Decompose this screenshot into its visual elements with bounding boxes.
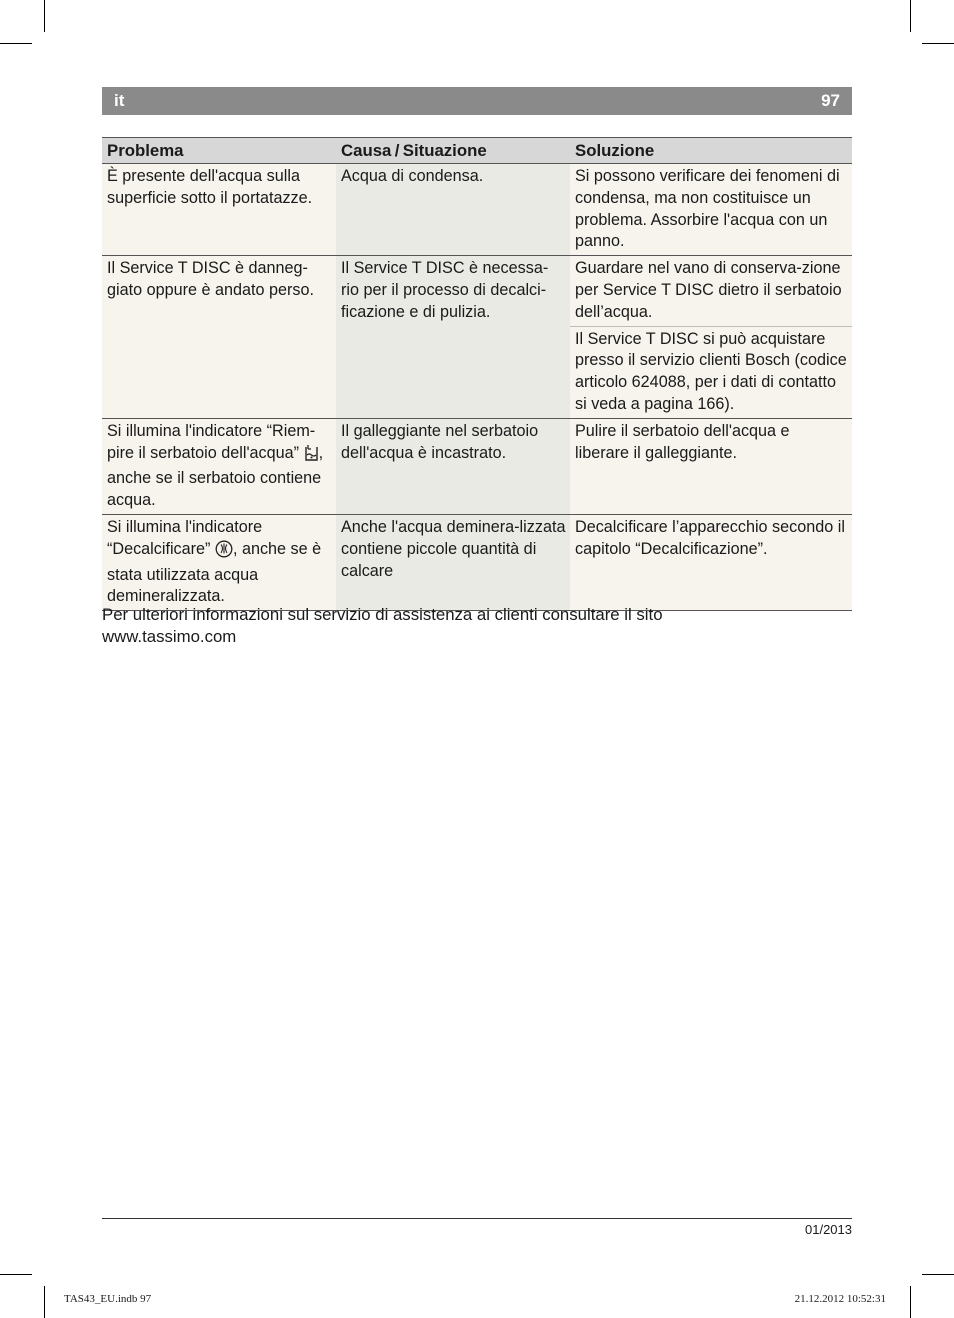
cause-cell: Il galleggiante nel serbatoio dell'acqua è incastrato.: [336, 418, 570, 514]
problem-cell: [102, 418, 336, 514]
solution-cell: Pulire il serbatoio dell'acqua e liberare il galleggiante.: [570, 418, 852, 514]
crop-mark: [0, 1274, 32, 1275]
solution-cell: Si possono verificare dei fenomeni di condensa, ma non costituisce un problema. Assorbire l'acqua con un panno.: [570, 164, 852, 256]
footer-divider: [102, 1218, 852, 1219]
problem-text: , anche se è stata utilizzata acqua demineralizzata.: [107, 539, 322, 606]
service-info-note: Per ulteriori informazioni sul servizio di assistenza ai clienti consultare il sito www.tassimo.com: [102, 605, 663, 646]
problem-cell: Il Service T DISC è danneg-giato oppure è andato perso.: [102, 256, 336, 419]
crop-mark: [910, 1286, 911, 1318]
column-header-problem: Problema: [102, 138, 336, 164]
page-number: 97: [821, 91, 840, 110]
cause-cell: Il Service T DISC è necessa-rio per il processo di decalci-ficazione e di pulizia.: [336, 256, 570, 419]
cause-cell: Acqua di condensa.: [336, 164, 570, 256]
problem-cell: È presente dell'acqua sulla superficie sotto il portatazze.: [102, 164, 336, 256]
crop-mark: [910, 0, 911, 32]
problem-cell: [102, 514, 336, 610]
crop-mark: [922, 1274, 954, 1275]
table-row: [102, 514, 852, 610]
column-header-solution: Soluzione: [570, 138, 852, 164]
footer-date: 01/2013: [805, 1222, 852, 1237]
table-row: [102, 256, 852, 326]
solution-cell: Il Service T DISC si può acquistare presso il servizio clienti Bosch (codice articolo 624088, per i dati di contatto si veda a pagina 166).: [570, 326, 852, 418]
problem-text: Si illumina l'indicatore “Decalcificare”: [107, 517, 263, 558]
crop-mark: [44, 0, 45, 32]
descale-icon: [215, 540, 233, 565]
language-code: it: [114, 91, 125, 110]
troubleshooting-table: [102, 137, 852, 611]
print-slug-file: TAS43_EU.indb 97: [64, 1293, 152, 1305]
table-row: [102, 418, 852, 514]
problem-text: , anche se il serbatoio contiene acqua.: [107, 443, 324, 510]
cause-cell: Anche l'acqua deminera-lizzata contiene piccole quantità di calcare: [336, 514, 570, 610]
page-header: [102, 87, 852, 115]
table-row: [102, 164, 852, 256]
crop-mark: [922, 43, 954, 44]
solution-cell: Decalcificare l’apparecchio secondo il capitolo “Decalcificazione”.: [570, 514, 852, 610]
table-header-row: [102, 138, 852, 164]
crop-mark: [0, 43, 32, 44]
solution-cell: Guardare nel vano di conserva-zione per Service T DISC dietro il serbatoio dell’acqua.: [570, 256, 852, 326]
print-slug-timestamp: 21.12.2012 10:52:31: [794, 1293, 886, 1305]
water-tank-icon: [304, 444, 319, 469]
problem-text: Si illumina l'indicatore “Riem-pire il serbatoio dell'acqua”: [107, 421, 316, 462]
crop-mark: [44, 1286, 45, 1318]
column-header-cause: Causa / Situazione: [336, 138, 570, 164]
